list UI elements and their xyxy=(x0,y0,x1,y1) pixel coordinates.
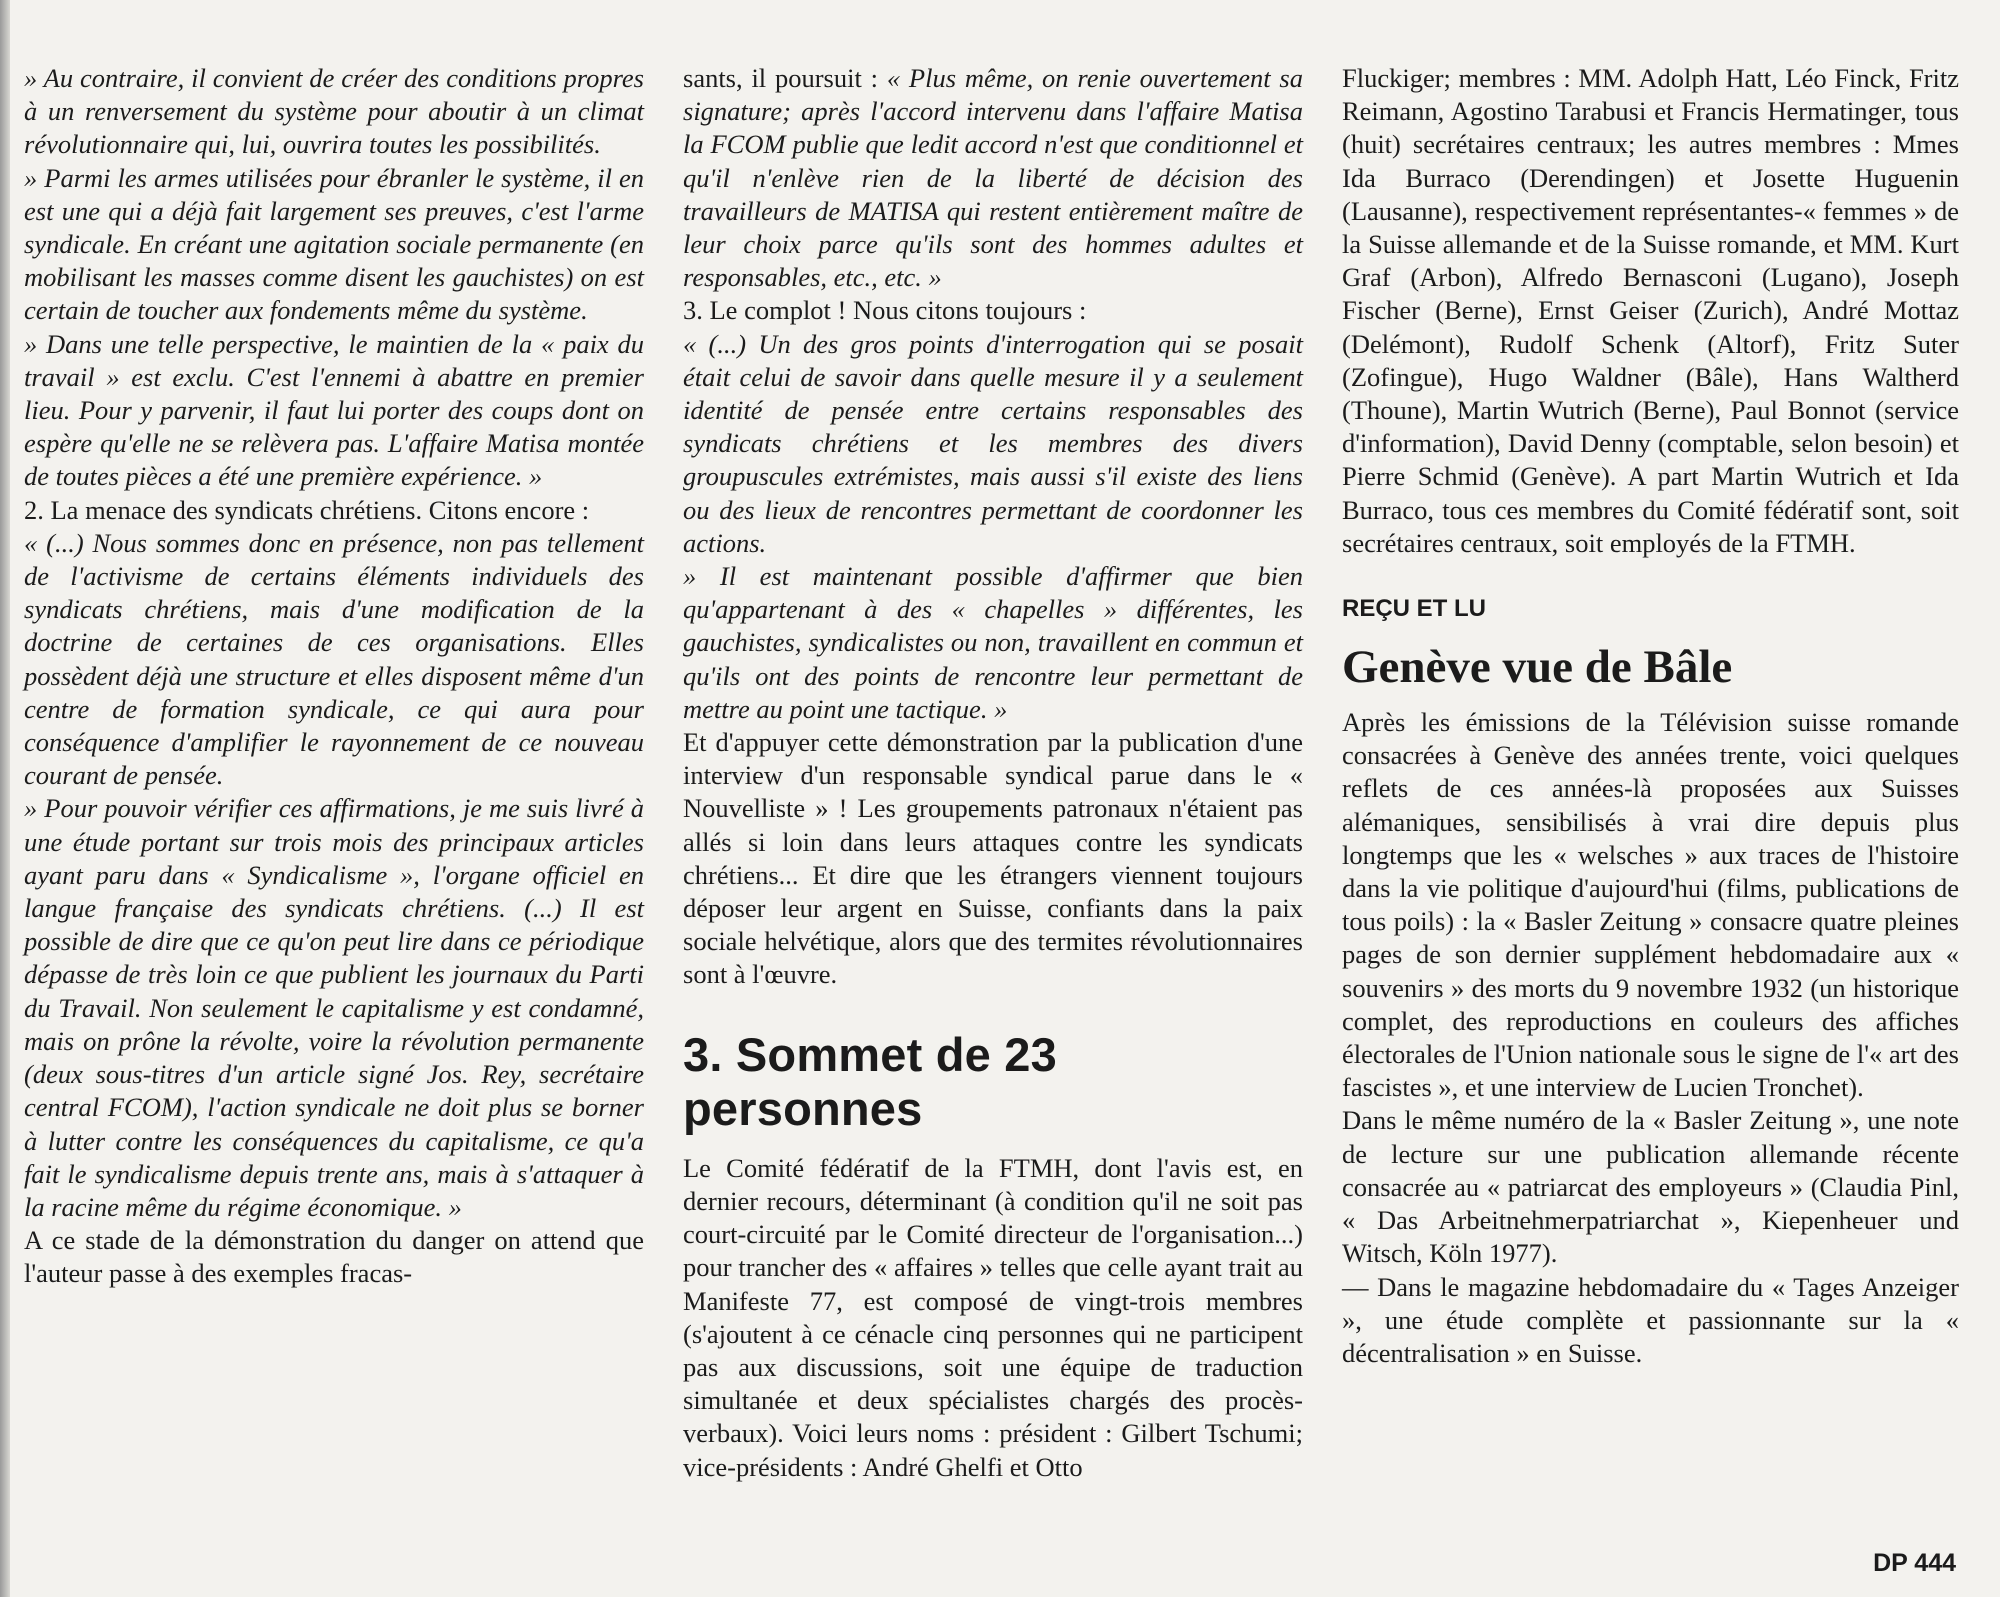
body-paragraph: 2. La menace des syndicats chrétiens. Citons encore : xyxy=(24,494,590,525)
section-heading: 3. Sommet de 23 personnes xyxy=(683,1027,1057,1135)
body-paragraph: Fluckiger; membres : MM. Adolph Hatt, Léo Finck, Fritz Reimann, Agostino Tarabusi et Francis Hermatinger, tous (huit) secrétaires centraux; les autres membres : Mmes Ida Burraco (Derendingen) et Josette Huguenin (Lausanne), respectivement représentantes-« femmes » de la Suisse allemande et de la Suisse romande, et MM. Kurt Graf (Arbon), Alfredo Bernasconi (Lugano), Joseph Fischer (Berne), Ernst Geiser (Zurich), André Mottaz (Delémont), Rudolf Schenk (Altorf), Fritz Suter (Zofingue), Hugo Waldner (Bâle), Hans Waltherd (Thoune), Martin Wutrich (Berne), Paul Bonnot (service d'information), David Denny (comptable, selon besoin) et Pierre Schmid (Genève). A part Martin Wutrich et Ida Burraco, tous ces membres du Comité fédératif sont, soit secrétaires centraux, soit employés de la FTMH. xyxy=(1342,63,1959,558)
quote-paragraph: » Parmi les armes utilisées pour ébranler le système, il en est une qui a déjà fait largement ses preuves, c'est l'arme syndicale. En créant une agitation sociale permanente (en mobilisant les masses comme disent les gauchistes) on est certain de toucher aux fondements même du système. xyxy=(24,162,644,326)
quote-paragraph: « (...) Nous sommes donc en présence, non pas tellement de l'activisme de certains éléments individuels des syndicats chrétiens, mais d'une modification de la doctrine de certaines de ces organisations. Elles possèdent déjà une structure et elles disposent même d'un centre de formation syndicale, ce qui aura pour conséquence d'amplifier le rayonnement de ce nouveau courant de pensée. xyxy=(24,527,644,791)
inline-quote: « Plus même, on renie ouvertement sa signature; après l'accord intervenu dans l'affaire Matisa la FCOM publie que ledit accord n'est que conditionnel et qu'il n'enlève rien de la liberté de décision des travailleurs de MATISA qui restent entièrement maître de leur choix parce qu'ils sont des hommes adultes et responsables, etc., etc. » xyxy=(683,63,1303,293)
lead-text: sants, il poursuit : xyxy=(683,63,887,93)
quote-paragraph: » Pour pouvoir vérifier ces affirmations, je me suis livré à une étude portant sur trois mois des principaux articles ayant paru dans « Syndicalisme », l'organe officiel en langue française des syndicats chrétiens. (...) Il est possible de dire que ce qu'on peut lire dans ce périodique dépasse de très loin ce que publient les journaux du Parti du Travail. Non seulement le capitalisme y est condamné, mais on prône la révolte, voire la révolution permanente (deux sous-titres d'un article signé Jos. Rey, secrétaire central FCOM), l'action syndicale ne doit plus se borner à lutter contre les conséquences du capitalisme, ce qu'a fait le syndicalisme depuis trente ans, mais à s'attaquer à la racine même du régime économique. » xyxy=(24,793,644,1222)
column-right xyxy=(1342,62,1959,1370)
issue-number: DP 444 xyxy=(1873,1549,1956,1577)
body-paragraph xyxy=(683,62,1303,294)
body-paragraph: Après les émissions de la Télévision suisse romande consacrées à Genève des années trente, voici quelques reflets de ces années-là proposées aux Suisses alémaniques, sensibilisés à vrai dire depuis plus longtemps que les « welsches » aux traces de l'histoire dans la vie politique d'aujourd'hui (films, publications de tous poils) : la « Basler Zeitung » consacre quatre pleines pages de son dernier supplément hebdomadaire aux « souvenirs » des morts du 9 novembre 1932 (un historique complet, des reproductions en couleurs des affiches électorales de l'Union nationale sous le signe de l'« art des fascistes », et une interview de Lucien Tronchet). xyxy=(1342,707,1959,1103)
body-paragraph: — Dans le magazine hebdomadaire du « Tages Anzeiger », une étude complète et passionnante sur la « décentralisation » en Suisse. xyxy=(1342,1271,1959,1368)
section-kicker: REÇU ET LU xyxy=(1342,595,1486,623)
article-title: Genève vue de Bâle xyxy=(1342,641,1733,694)
body-paragraph: Le Comité fédératif de la FTMH, dont l'avis est, en dernier recours, déterminant (à condition qu'il ne soit pas court-circuité par le Comité directeur de l'organisation...) pour trancher des « affaires » telles que celle ayant trait au Manifeste 77, est composé de vingt-trois membres (s'ajoutent à ce cénacle cinq personnes qui ne participent pas aux discussions, soit une équipe de traduction simultanée et deux spécialistes chargés des procès-verbaux). Voici leurs noms : président : Gilbert Tschumi; vice-présidents : André Ghelfi et Otto xyxy=(683,1152,1303,1482)
body-paragraph: 3. Le complot ! Nous citons toujours : xyxy=(683,295,1087,326)
body-paragraph: Et d'appuyer cette démonstration par la publication d'une interview d'un responsable syndical parue dans le « Nouvelliste » ! Les groupements patronaux n'étaient pas allés si loin dans leurs attaques contre les syndicats chrétiens... Et dire que les étrangers viennent toujours déposer leur argent en Suisse, confiants dans la paix sociale helvétique, alors que des termites révolutionnaires sont à l'œuvre. xyxy=(683,727,1303,990)
quote-paragraph: » Au contraire, il convient de créer des conditions propres à un renversement du système pour aboutir à un climat révolutionnaire qui, lui, ouvrira toutes les possibilités. xyxy=(24,63,644,160)
body-paragraph: Dans le même numéro de la « Basler Zeitung », une note de lecture sur une publication allemande récente consacrée au « patriarcat des employeurs » (Claudia Pinl, « Das Arbeitnehmerpatriarchat », Kiepenheuer und Witsch, Köln 1977). xyxy=(1342,1105,1959,1269)
quote-paragraph: » Dans une telle perspective, le maintien de la « paix du travail » est exclu. C'est l'ennemi à abattre en premier lieu. Pour y parvenir, il faut lui porter des coups dont on espère qu'elle ne se relèvera pas. L'affaire Matisa montée de toutes pièces a été une première expérience. » xyxy=(24,328,644,492)
column-middle xyxy=(683,62,1303,1484)
quote-paragraph: » Il est maintenant possible d'affirmer que bien qu'appartenant à des « chapelles » différentes, les gauchistes, syndicalistes ou non, travaillent en commun et qu'ils ont des points de rencontre leur permettant de mettre au point une tactique. » xyxy=(683,561,1303,724)
column-left xyxy=(24,62,644,1291)
quote-paragraph: « (...) Un des gros points d'interrogation qui se posait était celui de savoir dans quelle mesure il y a seulement identité de pensée entre certains responsables des syndicats chrétiens et les membres des divers groupuscules extrémistes, mais aussi s'il existe des liens ou des lieux de rencontres permettant de coordonner les actions. xyxy=(683,328,1303,558)
page-binding-edge xyxy=(0,0,10,1597)
body-paragraph: A ce stade de la démonstration du danger on attend que l'auteur passe à des exemples fracas- xyxy=(24,1225,644,1289)
